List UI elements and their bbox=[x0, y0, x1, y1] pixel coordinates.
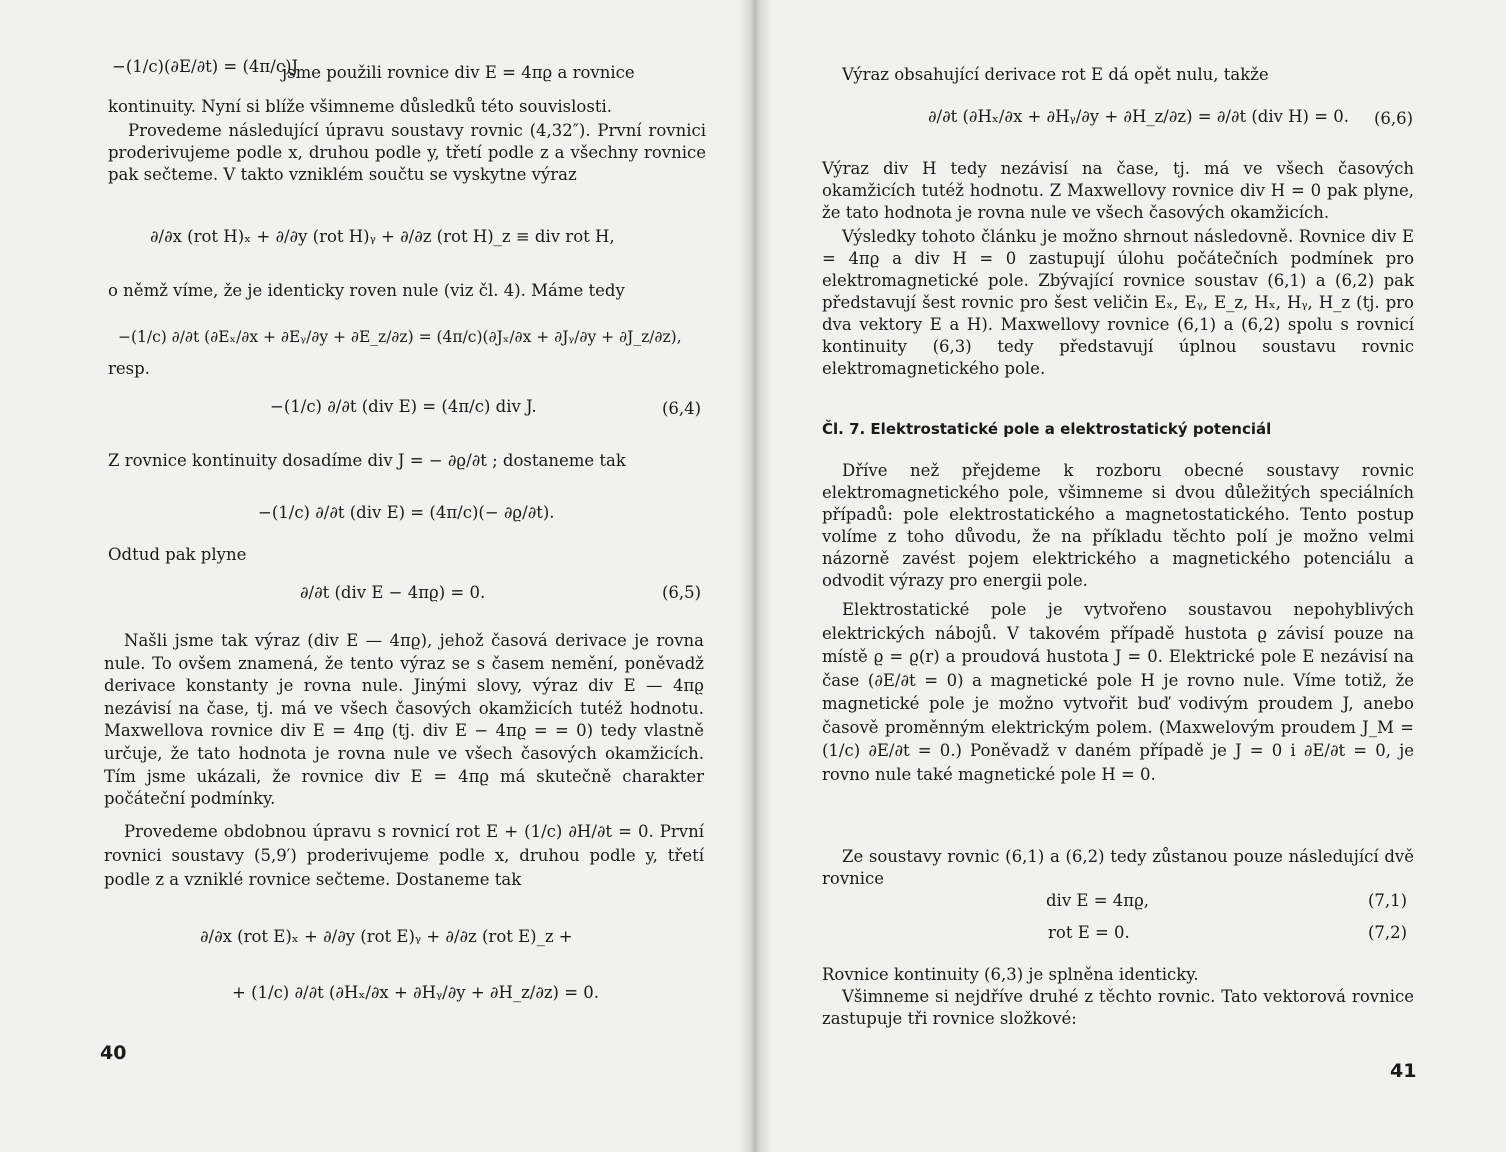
page-number-left: 40 bbox=[100, 1042, 127, 1064]
paragraph: Ze soustavy rovnic (6,1) a (6,2) tedy zůstanou pouze následující dvě rovnice bbox=[822, 847, 1414, 888]
paragraph: kontinuity. Nyní si blíže všimneme důsledků této souvislosti. bbox=[108, 97, 612, 116]
paragraph: Provedeme následující úpravu soustavy rovnic (4,32″). První rovnici proderivujeme podle x, druhou podle y, třetí podle z a všechny rovnice pak sečteme. V takto vzniklém součtu se vyskytne výraz bbox=[108, 121, 706, 184]
equation-number: (6,6) bbox=[1374, 109, 1414, 128]
paragraph: Dříve než přejdeme k rozboru obecné soustavy rovnic elektromagnetického pole, všimneme si dvou důležitých speciálních případů: pole elektrostatického a magnetostatického. Tento postup volíme z toho důvodu, že na příkladu těchto polí je možno velmi názorně zavést pojem elektrického a magnetického potenciálu a odvodit výrazy pro energii pole. bbox=[822, 461, 1414, 590]
paragraph: Výraz obsahující derivace rot E dá opět nulu, takže bbox=[842, 65, 1269, 84]
equation-rot-e-line1: ∂/∂x (rot E)ₓ + ∂/∂y (rot E)ᵧ + ∂/∂z (rot E)_z + bbox=[200, 927, 573, 946]
book-gutter bbox=[738, 0, 772, 1152]
equation-number: (6,4) bbox=[662, 399, 702, 418]
section-heading: Čl. 7. Elektrostatické pole a elektrostatický potenciál bbox=[822, 420, 1272, 438]
equation-number: (7,2) bbox=[1368, 923, 1408, 942]
paragraph: Výsledky tohoto článku je možno shrnout následovně. Rovnice div E = 4πϱ a div H = 0 zastupují úlohu počátečních podmínek pro elektromagnetické pole. Zbývající rovnice soustav (6,1) a (6,2) pak představují šest rovnic pro šest veličin Eₓ, Eᵧ, E_z, Hₓ, Hᵧ, H_z (tj. pro dva vektory E a H). Maxwellovy rovnice (6,1) a (6,2) spolu s rovnicí kontinuity (6,3) tedy představují úplnou soustavu rovnic elektromagnetického pole. bbox=[822, 227, 1414, 378]
paragraph: Všimneme si nejdříve druhé z těchto rovnic. Tato vektorová rovnice zastupuje tři rovnice složkové: bbox=[822, 987, 1414, 1028]
equation-div-rot: ∂/∂x (rot H)ₓ + ∂/∂y (rot H)ᵧ + ∂/∂z (rot H)_z ≡ div rot H, bbox=[150, 227, 615, 246]
equation-number: (7,1) bbox=[1368, 891, 1408, 910]
resp-label: resp. bbox=[108, 359, 150, 378]
page-number-right: 41 bbox=[1390, 1060, 1417, 1082]
paragraph: Rovnice kontinuity (6,3) je splněna identicky. bbox=[822, 965, 1199, 984]
paragraph: Výraz div H tedy nezávisí na čase, tj. má ve všech časových okamžicích tutéž hodnotu. Z Maxwellovy rovnice div H = 0 pak plyne, že tato hodnota je rovna nule ve všech časových okamžicích. bbox=[822, 159, 1414, 222]
paragraph: Elektrostatické pole je vytvořeno soustavou nepohyblivých elektrických nábojů. V takovém případě hustota ϱ závisí pouze na místě ϱ = ϱ(r) a proudová hustota J = 0. Elektrické pole E nezávisí na čase (∂E/∂t = 0) a magnetické pole H je rovno nule. Víme totiž, že magnetické pole je možno vytvořit buď vodivým proudem J, anebo časově proměnným elektrickým polem. (Maxwelovým proudem J_M = (1/c) ∂E/∂t = 0.) Poněvadž v daném případě je J = 0 i ∂E/∂t = 0, je rovno nule také magnetické pole H = 0. bbox=[822, 600, 1414, 784]
equation-rot-e-line2: + (1/c) ∂/∂t (∂Hₓ/∂x + ∂Hᵧ/∂y + ∂H_z/∂z) = 0. bbox=[232, 983, 600, 1002]
equation-sum: −(1/c) ∂/∂t (∂Eₓ/∂x + ∂Eᵧ/∂y + ∂E_z/∂z) = (4π/c)(∂Jₓ/∂x + ∂Jᵧ/∂y + ∂J_z/∂z), bbox=[118, 328, 682, 346]
equation-6-5: ∂/∂t (div E − 4πϱ) = 0. bbox=[300, 583, 486, 602]
paragraph: Provedeme obdobnou úpravu s rovnicí rot E + (1/c) ∂H/∂t = 0. První rovnici soustavy (5,9′) proderivujeme podle x, druhou podle y, třetí podle z a vzniklé rovnice sečteme. Dostaneme tak bbox=[104, 822, 704, 889]
line-top-text: jsme použili rovnice div E = 4πϱ a rovnice bbox=[282, 63, 635, 82]
formula-top-left: −(1/c)(∂E/∂t) = (4π/c)J bbox=[112, 57, 299, 76]
paragraph: o němž víme, že je identicky roven nule (viz čl. 4). Máme tedy bbox=[108, 281, 625, 300]
equation-substituted: −(1/c) ∂/∂t (div E) = (4π/c)(− ∂ϱ/∂t). bbox=[258, 503, 555, 522]
paragraph: Odtud pak plyne bbox=[108, 545, 247, 564]
equation-6-4: −(1/c) ∂/∂t (div E) = (4π/c) div J. bbox=[270, 397, 537, 416]
equation-7-1: div E = 4πϱ, bbox=[1046, 891, 1150, 910]
paragraph: Z rovnice kontinuity dosadíme div J = − ∂ϱ/∂t ; dostaneme tak bbox=[108, 451, 626, 470]
equation-6-6: ∂/∂t (∂Hₓ/∂x + ∂Hᵧ/∂y + ∂H_z/∂z) = ∂/∂t (div H) = 0. bbox=[928, 107, 1350, 126]
equation-number: (6,5) bbox=[662, 583, 702, 602]
paragraph: Našli jsme tak výraz (div E — 4πϱ), jehož časová derivace je rovna nule. To ovšem znamená, že tento výraz se s časem nemění, poněvadž derivace konstanty je rovna nule. Jinými slovy, výraz div E — 4πϱ nezávisí na čase, tj. má ve všech časových okamžicích tutéž hodnotu. Maxwellova rovnice div E = 4πϱ (tj. div E − 4πϱ = = 0) tedy vlastně určuje, že tato hodnota je rovna nule ve všech časových okamžicích. Tím jsme ukázali, že rovnice div E = 4πϱ má skutečně charakter počáteční podmínky. bbox=[104, 631, 704, 809]
equation-7-2: rot E = 0. bbox=[1048, 923, 1130, 942]
